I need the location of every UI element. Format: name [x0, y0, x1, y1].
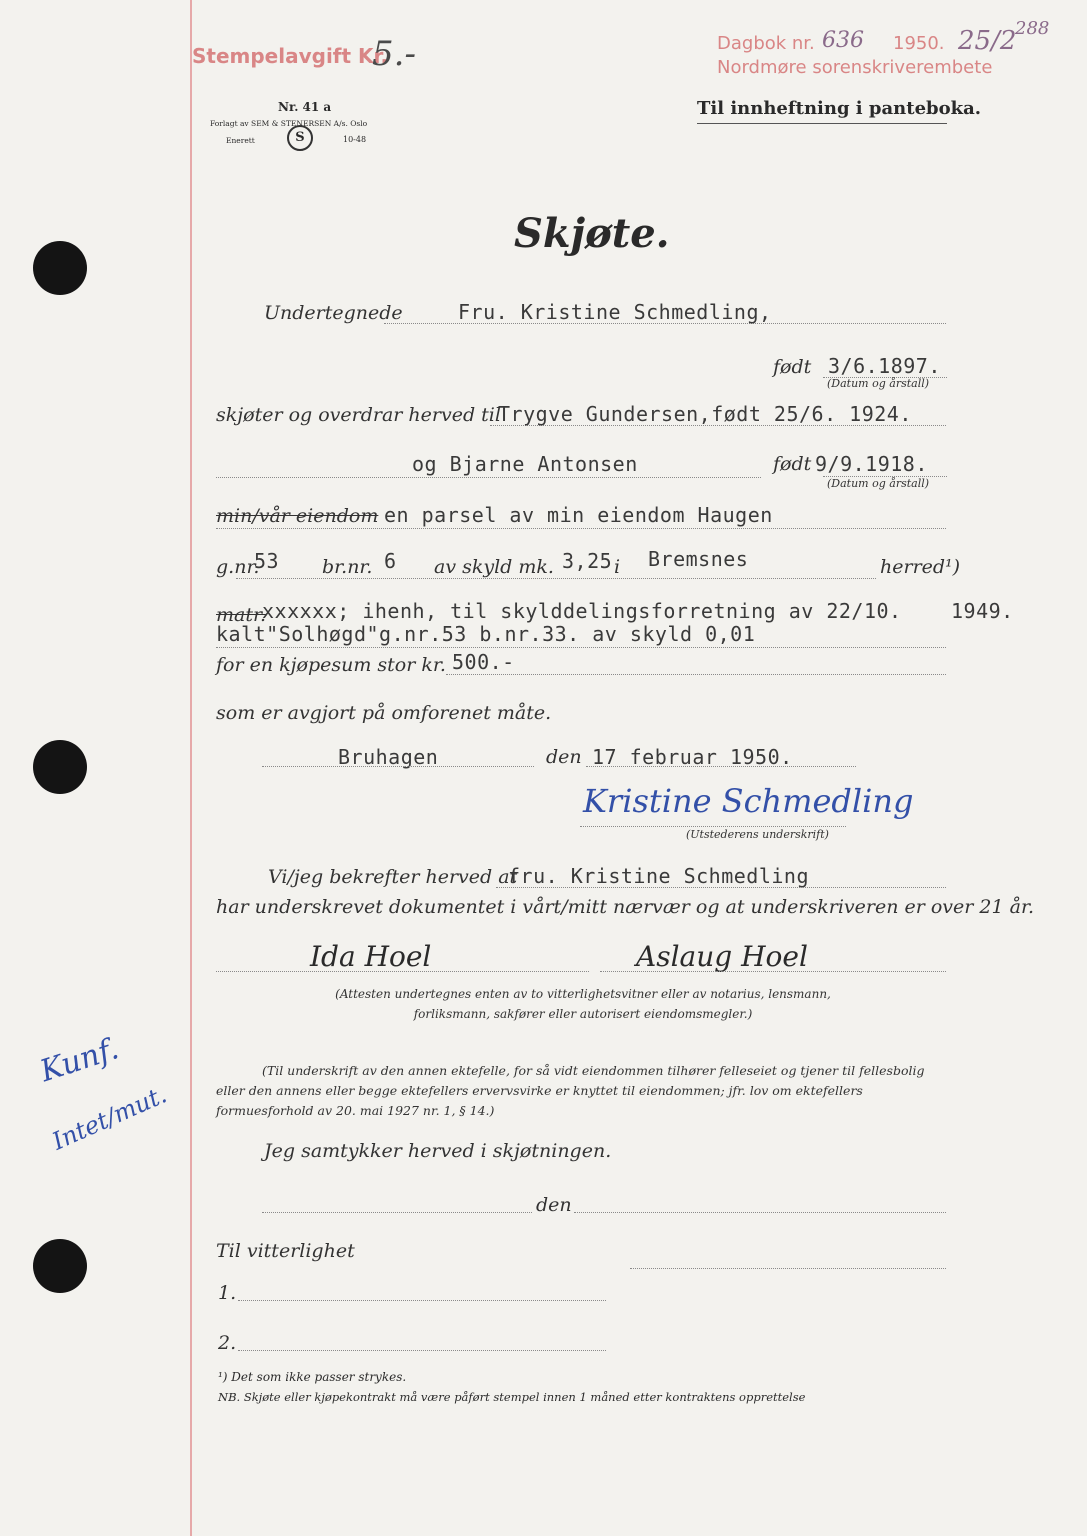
form-date-code: 10-48	[343, 135, 367, 144]
buyer2-line	[216, 477, 761, 478]
den-label: den	[546, 746, 582, 768]
confirmation-name: fru. Kristine Schmedling	[508, 864, 809, 888]
vitterlighet-label: Til vitterlighet	[216, 1240, 355, 1262]
buyer2-born: 9/9.1918.	[815, 452, 928, 476]
brnr-value: 6	[384, 549, 397, 573]
place-line	[262, 766, 534, 767]
office-stamp: Nordmøre sorenskriverembete	[717, 57, 993, 78]
footnote-nb: NB. Skjøte eller kjøpekontrakt må være påført stempel innen 1 måned etter kontraktens opprettelse	[218, 1390, 806, 1404]
property-label: min/vår eiendom	[216, 505, 379, 527]
price-label: for en kjøpesum stor kr.	[216, 654, 446, 676]
attest-note: (Attesten undertegnes enten av to vitterlighetsvitner eller av notarius, lensmann, forliksmann, sakfører eller autorisert eiendomsmegler.)	[335, 987, 831, 1021]
issuer-caption: (Utstederens underskrift)	[686, 828, 829, 841]
dagbok-label: Dagbok nr.	[717, 33, 815, 54]
property-desc: en parsel av min eiendom Haugen	[384, 503, 773, 527]
gnr-line	[236, 578, 876, 579]
witness1-line	[216, 971, 589, 972]
witness-one: 1.	[218, 1282, 237, 1304]
witness2-signature: Aslaug Hoel	[636, 940, 808, 973]
publisher-logo: S	[287, 125, 313, 151]
dagbok-page: 288	[1015, 18, 1050, 39]
seller-born: 3/6.1897.	[828, 354, 941, 378]
herred-value: Bremsnes	[648, 547, 749, 571]
witness1-signature: Ida Hoel	[310, 940, 432, 973]
confirmation-line2: har underskrevet dokumentet i vårt/mitt nærvær og at underskriveren er over 21 år.	[216, 896, 1034, 918]
gnr-value: 53	[254, 549, 280, 573]
form-number: Nr. 41 a	[278, 100, 332, 114]
consent-date-line	[574, 1212, 946, 1213]
dagbok-year: 1950.	[893, 33, 945, 54]
settled-text: som er avgjort på omforenet måte.	[216, 702, 552, 724]
issuer-signature-line	[580, 826, 846, 827]
witness2-line	[600, 971, 946, 972]
margin-note-2: Intet/mut.	[48, 1080, 171, 1156]
gnr-label: g.nr.	[216, 556, 260, 578]
buyer2-born-caption: (Datum og årstall)	[827, 477, 930, 490]
buyer2-born-label: født	[773, 453, 812, 475]
herred-label: herred¹)	[880, 556, 961, 578]
header-note: Til innheftning i panteboka.	[697, 98, 982, 119]
stempelavgift-label: Stempelavgift Kr.	[192, 44, 389, 68]
confirmation-line	[496, 887, 946, 888]
witness-two: 2.	[218, 1332, 237, 1354]
skyld-label: av skyld mk.	[434, 556, 554, 578]
date-line	[586, 766, 856, 767]
consent-place-line	[262, 1212, 532, 1213]
transfer-label: skjøter og overdrar herved til	[216, 404, 501, 426]
form-enerett: Enerett	[226, 136, 255, 145]
seller-label: Undertegnede	[264, 302, 403, 324]
date: 17 februar 1950.	[592, 745, 793, 769]
i-label: i	[614, 556, 621, 578]
price-value: 500.-	[452, 650, 515, 674]
buyer1: Trygve Gundersen,født 25/6. 1924.	[498, 402, 912, 426]
margin-note-1: Kunf.	[36, 1031, 123, 1090]
place: Bruhagen	[338, 745, 439, 769]
form-publisher: Forlagt av SEM & STENERSEN A/s. Oslo	[210, 119, 368, 128]
consent-text: Jeg samtykker herved i skjøtningen.	[264, 1140, 612, 1162]
witness-one-line	[238, 1300, 606, 1301]
vitterlighet-sign-line	[630, 1268, 946, 1269]
margin-line	[190, 0, 192, 1536]
dagbok-number: 636	[822, 28, 864, 53]
punch-hole-middle	[33, 740, 87, 794]
witness-two-line	[238, 1350, 606, 1351]
property-line2-rule	[216, 647, 946, 648]
punch-hole-bottom	[33, 1239, 87, 1293]
property-line1-end: 1949.	[951, 599, 1014, 623]
header-underline	[697, 123, 947, 124]
confirmation-prefix: Vi/jeg bekrefter herved at	[268, 866, 518, 888]
stempelavgift-value: 5.-	[372, 34, 416, 74]
footnote-1: ¹) Det som ikke passer strykes.	[218, 1370, 407, 1384]
property-line1: xxxxxx; ihenh, til skylddelingsforretning av 22/10.	[262, 599, 902, 623]
brnr-label: br.nr.	[322, 556, 373, 578]
matr-label: matr.	[216, 604, 267, 626]
consent-den: den	[536, 1194, 572, 1216]
skyld-value: 3,25	[562, 549, 613, 573]
issuer-signature: Kristine Schmedling	[583, 782, 914, 820]
buyer2: og Bjarne Antonsen	[412, 452, 638, 476]
seller-born-label: født	[773, 356, 812, 378]
document-title: Skjøte.	[514, 210, 670, 257]
property-line	[216, 528, 946, 529]
dagbok-date: 25/2	[958, 26, 1017, 56]
price-line	[446, 674, 946, 675]
punch-hole-top	[33, 241, 87, 295]
seller-born-caption: (Datum og årstall)	[827, 377, 930, 390]
seller-name: Fru. Kristine Schmedling,	[458, 300, 772, 324]
spouse-note: (Til underskrift av den annen ektefelle, for så vidt eiendommen tilhører felleseiet og tjener til fellesbolig eller den annens eller begge ektefellers ervervsvirke er knyttet til eiendommen; jfr. lov om ektefellers formuesforhold av 20. mai 1927 nr. 1, § 14.)	[216, 1063, 925, 1118]
property-line2: kalt"Solhøgd"g.nr.53 b.nr.33. av skyld 0,01	[216, 622, 756, 646]
